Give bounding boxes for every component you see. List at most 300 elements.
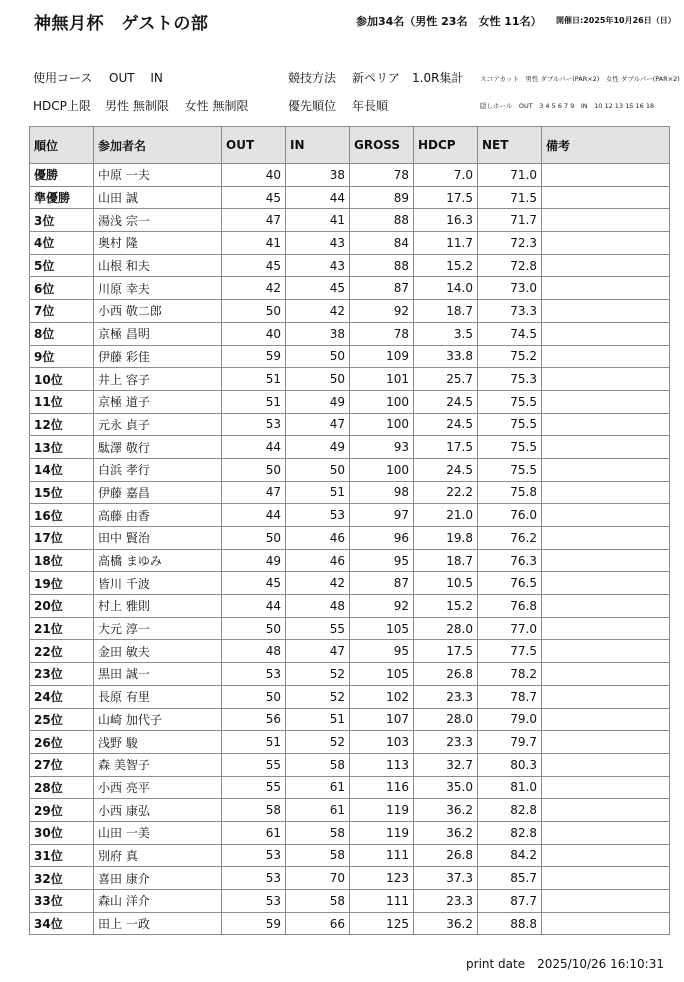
net-score-cell: 73.0 [478, 277, 542, 300]
net-score-cell: 80.3 [478, 753, 542, 776]
gross-score-cell: 109 [350, 345, 414, 368]
out-score-cell: 55 [222, 753, 286, 776]
out-score-cell: 50 [222, 527, 286, 550]
score-cap-note: スコアカット 男性 ダブルパー(PAR×2) 女性 ダブルパー(PAR×2) [480, 75, 680, 83]
rank-cell: 34位 [30, 912, 94, 935]
rank-cell: 13位 [30, 436, 94, 459]
in-score-cell: 38 [286, 164, 350, 187]
note-cell [542, 413, 670, 436]
name-cell: 高橋 まゆみ [94, 549, 222, 572]
rank-cell: 15位 [30, 481, 94, 504]
rank-cell: 5位 [30, 254, 94, 277]
table-row [30, 232, 670, 255]
table-row [30, 186, 670, 209]
gross-score-cell: 102 [350, 685, 414, 708]
participant-count: 参加34名（男性 23名 女性 11名） [356, 15, 542, 28]
out-score-cell: 55 [222, 776, 286, 799]
note-cell [542, 481, 670, 504]
net-score-cell: 79.7 [478, 731, 542, 754]
out-score-cell: 53 [222, 867, 286, 890]
net-score-cell: 75.8 [478, 481, 542, 504]
hdcp-cell: 15.2 [414, 254, 478, 277]
gross-score-cell: 88 [350, 254, 414, 277]
in-score-cell: 47 [286, 413, 350, 436]
table-row [30, 436, 670, 459]
out-score-cell: 49 [222, 549, 286, 572]
name-cell: 伊藤 嘉昌 [94, 481, 222, 504]
in-score-cell: 41 [286, 209, 350, 232]
note-cell [542, 776, 670, 799]
hdcp-cell: 15.2 [414, 595, 478, 618]
note-cell [542, 436, 670, 459]
gross-score-cell: 95 [350, 549, 414, 572]
out-score-cell: 50 [222, 617, 286, 640]
note-cell [542, 504, 670, 527]
rank-cell: 6位 [30, 277, 94, 300]
net-score-cell: 75.2 [478, 345, 542, 368]
in-score-cell: 42 [286, 300, 350, 323]
header-name: 参加者名 [94, 127, 222, 164]
table-row [30, 572, 670, 595]
hdcp-cell: 35.0 [414, 776, 478, 799]
gross-score-cell: 111 [350, 890, 414, 913]
in-score-cell: 52 [286, 731, 350, 754]
note-cell [542, 708, 670, 731]
net-score-cell: 75.5 [478, 390, 542, 413]
gross-score-cell: 119 [350, 799, 414, 822]
name-cell: 京極 道子 [94, 390, 222, 413]
print-date: print date 2025/10/26 16:10:31 [466, 957, 664, 971]
table-row [30, 753, 670, 776]
header-gross: GROSS [350, 127, 414, 164]
net-score-cell: 87.7 [478, 890, 542, 913]
net-score-cell: 76.8 [478, 595, 542, 618]
out-score-cell: 42 [222, 277, 286, 300]
gross-score-cell: 98 [350, 481, 414, 504]
net-score-cell: 72.3 [478, 232, 542, 255]
in-score-cell: 46 [286, 549, 350, 572]
name-cell: 小西 亮平 [94, 776, 222, 799]
out-score-cell: 51 [222, 731, 286, 754]
net-score-cell: 71.5 [478, 186, 542, 209]
net-score-cell: 75.5 [478, 436, 542, 459]
in-score-cell: 48 [286, 595, 350, 618]
in-score-cell: 66 [286, 912, 350, 935]
net-score-cell: 71.0 [478, 164, 542, 187]
note-cell [542, 663, 670, 686]
name-cell: 喜田 康介 [94, 867, 222, 890]
out-score-cell: 45 [222, 254, 286, 277]
out-score-cell: 53 [222, 890, 286, 913]
in-score-cell: 50 [286, 458, 350, 481]
rank-cell: 8位 [30, 322, 94, 345]
rank-cell: 17位 [30, 527, 94, 550]
hdcp-cell: 23.3 [414, 685, 478, 708]
net-score-cell: 79.0 [478, 708, 542, 731]
net-score-cell: 81.0 [478, 776, 542, 799]
table-row [30, 277, 670, 300]
note-cell [542, 753, 670, 776]
name-cell: 山田 誠 [94, 186, 222, 209]
in-score-cell: 50 [286, 345, 350, 368]
table-row [30, 527, 670, 550]
hdcp-cell: 18.7 [414, 300, 478, 323]
in-score-cell: 49 [286, 390, 350, 413]
out-score-cell: 45 [222, 186, 286, 209]
out-score-cell: 50 [222, 458, 286, 481]
net-score-cell: 75.3 [478, 368, 542, 391]
gross-score-cell: 100 [350, 458, 414, 481]
in-score-cell: 43 [286, 232, 350, 255]
rank-cell: 20位 [30, 595, 94, 618]
hdcp-info [33, 97, 248, 114]
note-cell [542, 821, 670, 844]
net-score-cell: 77.0 [478, 617, 542, 640]
name-cell: 別府 真 [94, 844, 222, 867]
table-row [30, 663, 670, 686]
note-cell [542, 390, 670, 413]
in-score-cell: 58 [286, 890, 350, 913]
out-score-cell: 51 [222, 368, 286, 391]
table-row [30, 799, 670, 822]
out-score-cell: 50 [222, 300, 286, 323]
rank-cell: 26位 [30, 731, 94, 754]
gross-score-cell: 87 [350, 572, 414, 595]
rank-cell: 19位 [30, 572, 94, 595]
rank-cell: 10位 [30, 368, 94, 391]
note-cell [542, 277, 670, 300]
course-info [33, 69, 163, 86]
note-cell [542, 209, 670, 232]
gross-score-cell: 92 [350, 595, 414, 618]
rank-cell: 28位 [30, 776, 94, 799]
note-cell [542, 572, 670, 595]
out-score-cell: 41 [222, 232, 286, 255]
gross-score-cell: 101 [350, 368, 414, 391]
header-row [30, 127, 670, 164]
note-cell [542, 164, 670, 187]
table-row [30, 595, 670, 618]
out-score-cell: 51 [222, 390, 286, 413]
out-score-cell: 53 [222, 663, 286, 686]
out-score-cell: 58 [222, 799, 286, 822]
table-row [30, 413, 670, 436]
name-cell: 浅野 駿 [94, 731, 222, 754]
hdcp-cell: 24.5 [414, 413, 478, 436]
name-cell: 奥村 隆 [94, 232, 222, 255]
gross-score-cell: 111 [350, 844, 414, 867]
in-score-cell: 43 [286, 254, 350, 277]
hdcp-cell: 16.3 [414, 209, 478, 232]
rank-cell: 25位 [30, 708, 94, 731]
out-score-cell: 45 [222, 572, 286, 595]
page-title: 神無月杯 ゲストの部 [34, 14, 209, 34]
method-value: 新ペリア 1.0R集計 [352, 71, 464, 85]
hdcp-cell: 11.7 [414, 232, 478, 255]
name-cell: 伊藤 彩佳 [94, 345, 222, 368]
table-row [30, 368, 670, 391]
hdcp-cell: 26.8 [414, 663, 478, 686]
hdcp-cell: 10.5 [414, 572, 478, 595]
header-note: 備考 [542, 127, 670, 164]
note-cell [542, 844, 670, 867]
table-row [30, 458, 670, 481]
net-score-cell: 76.0 [478, 504, 542, 527]
note-cell [542, 890, 670, 913]
note-cell [542, 731, 670, 754]
rank-cell: 23位 [30, 663, 94, 686]
name-cell: 駄澤 敬行 [94, 436, 222, 459]
out-score-cell: 61 [222, 821, 286, 844]
hdcp-cell: 23.3 [414, 731, 478, 754]
hidden-holes-note: 隠しホール OUT 3 4 5 6 7 9 IN 10 12 13 15 16 18 [480, 102, 655, 110]
name-cell: 川原 幸夫 [94, 277, 222, 300]
in-score-cell: 38 [286, 322, 350, 345]
gross-score-cell: 78 [350, 322, 414, 345]
hdcp-cell: 33.8 [414, 345, 478, 368]
note-cell [542, 799, 670, 822]
net-score-cell: 76.5 [478, 572, 542, 595]
gross-score-cell: 123 [350, 867, 414, 890]
rank-cell: 24位 [30, 685, 94, 708]
in-score-cell: 61 [286, 799, 350, 822]
name-cell: 森 美智子 [94, 753, 222, 776]
gross-score-cell: 100 [350, 413, 414, 436]
in-score-cell: 61 [286, 776, 350, 799]
rank-cell: 30位 [30, 821, 94, 844]
net-score-cell: 82.8 [478, 821, 542, 844]
note-cell [542, 345, 670, 368]
in-score-cell: 51 [286, 481, 350, 504]
hdcp-value: 男性 無制限 女性 無制限 [105, 99, 249, 113]
in-score-cell: 45 [286, 277, 350, 300]
rank-cell: 7位 [30, 300, 94, 323]
net-score-cell: 71.7 [478, 209, 542, 232]
priority-value: 年長順 [352, 99, 389, 113]
rank-cell: 29位 [30, 799, 94, 822]
table-row [30, 345, 670, 368]
table-row [30, 640, 670, 663]
hdcp-cell: 26.8 [414, 844, 478, 867]
in-score-cell: 58 [286, 821, 350, 844]
name-cell: 大元 淳一 [94, 617, 222, 640]
net-score-cell: 75.5 [478, 458, 542, 481]
in-score-cell: 52 [286, 685, 350, 708]
header-hdcp: HDCP [414, 127, 478, 164]
out-score-cell: 59 [222, 912, 286, 935]
net-score-cell: 78.7 [478, 685, 542, 708]
rank-cell: 準優勝 [30, 186, 94, 209]
table-row [30, 504, 670, 527]
net-score-cell: 78.2 [478, 663, 542, 686]
in-score-cell: 55 [286, 617, 350, 640]
hdcp-cell: 21.0 [414, 504, 478, 527]
table-row [30, 300, 670, 323]
net-score-cell: 76.3 [478, 549, 542, 572]
hdcp-cell: 17.5 [414, 640, 478, 663]
rank-cell: 4位 [30, 232, 94, 255]
gross-score-cell: 97 [350, 504, 414, 527]
rank-cell: 31位 [30, 844, 94, 867]
out-score-cell: 40 [222, 322, 286, 345]
note-cell [542, 912, 670, 935]
note-cell [542, 685, 670, 708]
table-row [30, 912, 670, 935]
rank-cell: 11位 [30, 390, 94, 413]
in-score-cell: 50 [286, 368, 350, 391]
method-info [288, 69, 463, 86]
table-row [30, 890, 670, 913]
table-row [30, 708, 670, 731]
rank-cell: 16位 [30, 504, 94, 527]
note-cell [542, 232, 670, 255]
note-cell [542, 254, 670, 277]
hdcp-cell: 17.5 [414, 186, 478, 209]
out-score-cell: 44 [222, 436, 286, 459]
rank-cell: 32位 [30, 867, 94, 890]
out-score-cell: 56 [222, 708, 286, 731]
gross-score-cell: 78 [350, 164, 414, 187]
in-score-cell: 46 [286, 527, 350, 550]
gross-score-cell: 100 [350, 390, 414, 413]
name-cell: 山崎 加代子 [94, 708, 222, 731]
hdcp-cell: 36.2 [414, 821, 478, 844]
results-body [30, 164, 670, 935]
table-row [30, 209, 670, 232]
name-cell: 金田 敏夫 [94, 640, 222, 663]
gross-score-cell: 92 [350, 300, 414, 323]
in-score-cell: 51 [286, 708, 350, 731]
rank-cell: 27位 [30, 753, 94, 776]
hdcp-cell: 23.3 [414, 890, 478, 913]
gross-score-cell: 88 [350, 209, 414, 232]
out-score-cell: 53 [222, 413, 286, 436]
name-cell: 京極 昌明 [94, 322, 222, 345]
in-score-cell: 70 [286, 867, 350, 890]
name-cell: 山田 一美 [94, 821, 222, 844]
priority-info [288, 97, 388, 114]
hdcp-cell: 3.5 [414, 322, 478, 345]
hdcp-cell: 28.0 [414, 708, 478, 731]
out-score-cell: 47 [222, 481, 286, 504]
table-row [30, 254, 670, 277]
out-score-cell: 59 [222, 345, 286, 368]
table-row [30, 617, 670, 640]
table-row [30, 731, 670, 754]
note-cell [542, 322, 670, 345]
name-cell: 森山 洋介 [94, 890, 222, 913]
name-cell: 田上 一政 [94, 912, 222, 935]
hdcp-cell: 32.7 [414, 753, 478, 776]
header-out: OUT [222, 127, 286, 164]
name-cell: 白浜 孝行 [94, 458, 222, 481]
note-cell [542, 186, 670, 209]
out-score-cell: 48 [222, 640, 286, 663]
gross-score-cell: 95 [350, 640, 414, 663]
note-cell [542, 617, 670, 640]
note-cell [542, 458, 670, 481]
in-score-cell: 44 [286, 186, 350, 209]
results-table [29, 126, 670, 935]
out-score-cell: 53 [222, 844, 286, 867]
table-row [30, 844, 670, 867]
hdcp-cell: 24.5 [414, 458, 478, 481]
net-score-cell: 88.8 [478, 912, 542, 935]
net-score-cell: 77.5 [478, 640, 542, 663]
gross-score-cell: 105 [350, 663, 414, 686]
rank-cell: 21位 [30, 617, 94, 640]
note-cell [542, 300, 670, 323]
net-score-cell: 85.7 [478, 867, 542, 890]
rank-cell: 18位 [30, 549, 94, 572]
table-row [30, 685, 670, 708]
gross-score-cell: 103 [350, 731, 414, 754]
table-row [30, 481, 670, 504]
gross-score-cell: 107 [350, 708, 414, 731]
hdcp-label: HDCP上限 [33, 99, 91, 113]
name-cell: 田中 賢治 [94, 527, 222, 550]
gross-score-cell: 119 [350, 821, 414, 844]
header-in: IN [286, 127, 350, 164]
in-score-cell: 49 [286, 436, 350, 459]
gross-score-cell: 84 [350, 232, 414, 255]
hdcp-cell: 22.2 [414, 481, 478, 504]
gross-score-cell: 105 [350, 617, 414, 640]
name-cell: 山根 和夫 [94, 254, 222, 277]
hdcp-cell: 19.8 [414, 527, 478, 550]
in-score-cell: 53 [286, 504, 350, 527]
rank-cell: 3位 [30, 209, 94, 232]
rank-cell: 14位 [30, 458, 94, 481]
hdcp-cell: 24.5 [414, 390, 478, 413]
in-score-cell: 58 [286, 753, 350, 776]
hdcp-cell: 36.2 [414, 799, 478, 822]
note-cell [542, 867, 670, 890]
table-row [30, 164, 670, 187]
table-row [30, 821, 670, 844]
table-row [30, 867, 670, 890]
name-cell: 湯浅 宗一 [94, 209, 222, 232]
table-row [30, 549, 670, 572]
rank-cell: 優勝 [30, 164, 94, 187]
rank-cell: 33位 [30, 890, 94, 913]
out-score-cell: 50 [222, 685, 286, 708]
net-score-cell: 76.2 [478, 527, 542, 550]
out-score-cell: 44 [222, 595, 286, 618]
net-score-cell: 82.8 [478, 799, 542, 822]
name-cell: 村上 雅則 [94, 595, 222, 618]
net-score-cell: 72.8 [478, 254, 542, 277]
hdcp-cell: 36.2 [414, 912, 478, 935]
name-cell: 小西 康弘 [94, 799, 222, 822]
table-row [30, 776, 670, 799]
gross-score-cell: 89 [350, 186, 414, 209]
out-score-cell: 44 [222, 504, 286, 527]
name-cell: 元永 貞子 [94, 413, 222, 436]
gross-score-cell: 96 [350, 527, 414, 550]
method-label: 競技方法 [288, 71, 337, 85]
gross-score-cell: 113 [350, 753, 414, 776]
priority-label: 優先順位 [288, 99, 337, 113]
in-score-cell: 52 [286, 663, 350, 686]
name-cell: 中原 一夫 [94, 164, 222, 187]
hdcp-cell: 37.3 [414, 867, 478, 890]
gross-score-cell: 116 [350, 776, 414, 799]
net-score-cell: 73.3 [478, 300, 542, 323]
hdcp-cell: 17.5 [414, 436, 478, 459]
table-row [30, 390, 670, 413]
out-score-cell: 47 [222, 209, 286, 232]
